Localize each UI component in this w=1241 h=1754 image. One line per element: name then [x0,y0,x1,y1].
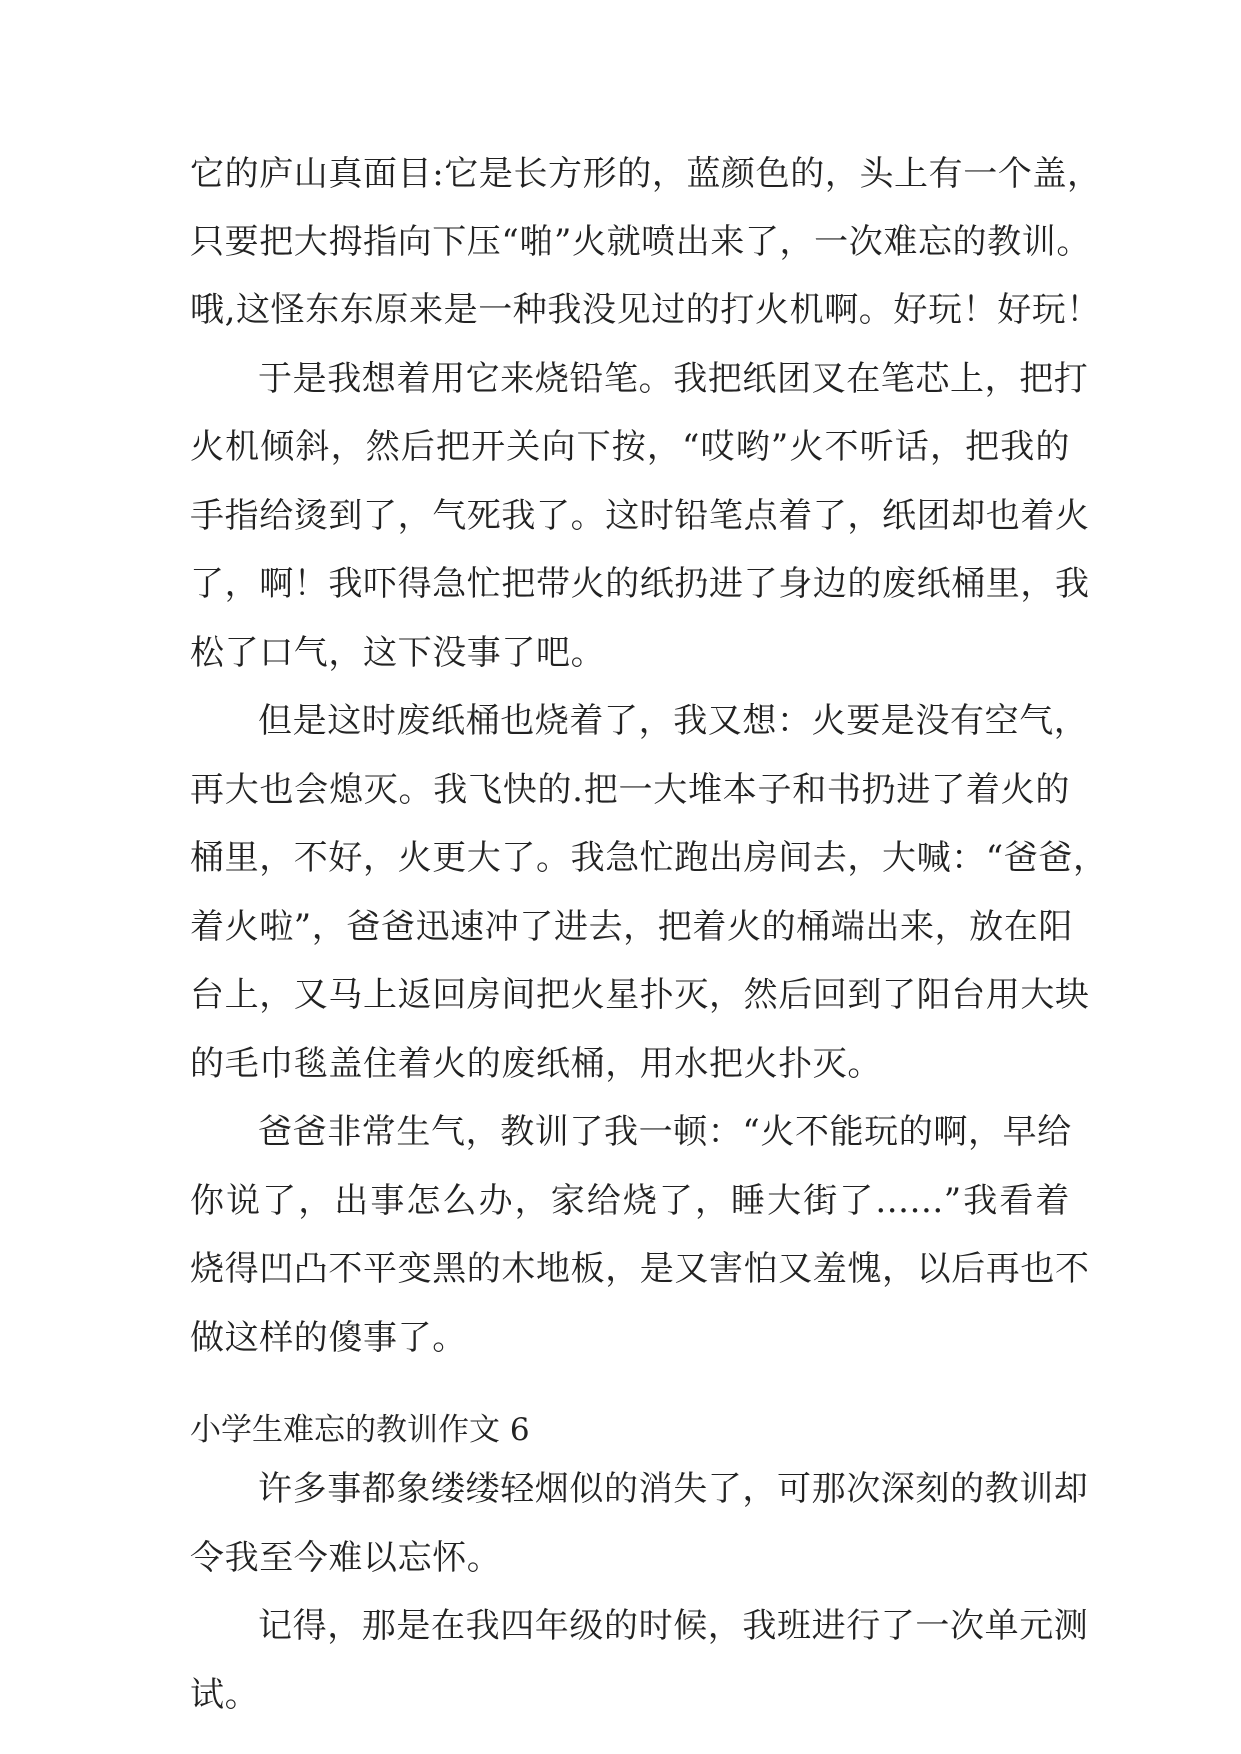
text-line: 哦,这怪东东原来是一种我没见过的打火机啊。好玩！好玩！ [190,290,1102,330]
text-line: 桶里，不好，火更大了。我急忙跑出房间去，大喊：“爸爸， [190,838,1108,878]
text-line: 松了口气，这下没事了吧。 [190,633,606,673]
section-title: 小学生难忘的教训作文 6 [190,1412,530,1448]
text-line: 做这样的傻事了。 [190,1318,467,1358]
text-line: 只要把大拇指向下压“啪”火就喷出来了，一次难忘的教训。 [190,222,1091,262]
text-line: 记得，那是在我四年级的时候，我班进行了一次单元测 [258,1606,1089,1646]
text-line: 但是这时废纸桶也烧着了，我又想：火要是没有空气， [258,701,1089,741]
text-line: 于是我想着用它来烧铅笔。我把纸团叉在笔芯上，把打 [258,359,1089,399]
text-line: 火机倾斜，然后把开关向下按，“哎哟”火不听话，把我的 [190,427,1070,467]
text-line: 再大也会熄灭。我飞快的.把一大堆本子和书扔进了着火的 [190,770,1070,810]
text-line: 着火啦”，爸爸迅速冲了进去，把着火的桶端出来，放在阳 [190,907,1073,947]
text-line: 手指给烫到了，气死我了。这时铅笔点着了，纸团却也着火 [190,496,1090,536]
text-line: 了，啊！我吓得急忙把带火的纸扔进了身边的废纸桶里，我 [190,564,1090,604]
text-line: 它的庐山真面目:它是长方形的，蓝颜色的，头上有一个盖， [190,154,1102,194]
text-line: 台上，又马上返回房间把火星扑灭，然后回到了阳台用大块 [190,975,1090,1015]
text-line: 试。 [190,1675,260,1715]
text-line: 你说了，出事怎么办，家给烧了，睡大街了......”我看着 [190,1181,1070,1221]
text-line: 烧得凹凸不平变黑的木地板，是又害怕又羞愧，以后再也不 [190,1249,1090,1289]
text-line: 的毛巾毯盖住着火的废纸桶，用水把火扑灭。 [190,1044,882,1084]
text-line: 爸爸非常生气，教训了我一顿：“火不能玩的啊，早给 [258,1112,1072,1152]
text-line: 许多事都象缕缕轻烟似的消失了，可那次深刻的教训却 [258,1469,1089,1509]
text-line: 令我至今难以忘怀。 [190,1538,502,1578]
